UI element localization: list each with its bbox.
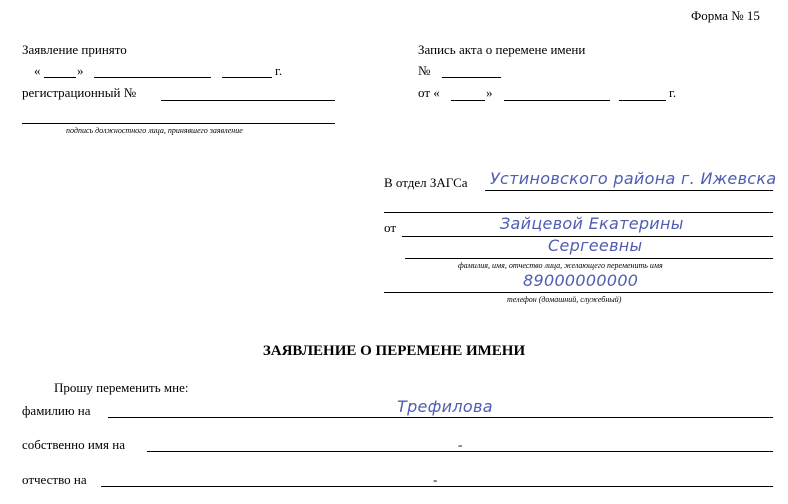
accepted-label: Заявление принято [22,42,127,57]
surname-value: Трефилова [397,397,493,416]
month-field[interactable] [94,77,211,78]
year-suffix: г. [275,63,283,78]
signature-field[interactable] [22,123,335,124]
applicant-blank-line[interactable] [384,212,773,213]
firstname-value: - [458,437,463,452]
surname-field[interactable] [108,417,773,418]
registry-office-field[interactable] [485,190,773,191]
surname-label: фамилию на [22,403,91,418]
patronymic-label: отчество на [22,472,87,487]
form-number: Форма № 15 [691,8,760,23]
record-quote-close: » [486,85,493,100]
request-label: Прошу переменить мне: [54,380,189,395]
applicant-name-line1: Зайцевой Екатерины [500,214,684,233]
signature-caption: подпись должностного лица, принявшего заявление [66,126,243,135]
day-field[interactable] [44,77,76,78]
record-number-label: № [418,63,431,78]
registry-office-label: В отдел ЗАГСа [384,175,468,190]
record-year-suffix: г. [669,85,677,100]
record-number-field[interactable] [442,77,501,78]
applicant-from-label: от [384,220,397,235]
quote-close: » [77,63,84,78]
record-month-field[interactable] [504,100,610,101]
applicant-name-caption: фамилия, имя, отчество лица, желающего переменить имя [458,261,663,270]
patronymic-value: - [433,472,438,487]
quote-open: « [34,63,41,78]
record-from-label: от « [418,85,440,100]
record-title: Запись акта о перемене имени [418,42,586,57]
record-year-field[interactable] [619,100,666,101]
phone-field[interactable] [384,292,773,293]
firstname-label: собственно имя на [22,437,125,452]
applicant-name-line2: Сергеевны [548,236,643,255]
document-title: ЗАЯВЛЕНИЕ О ПЕРЕМЕНЕ ИМЕНИ [262,343,526,359]
applicant-name-field-2[interactable] [405,258,773,259]
reg-number-field[interactable] [161,100,335,101]
record-day-field[interactable] [451,100,485,101]
phone-caption: телефон (домашний, служебный) [507,295,622,304]
reg-number-label: регистрационный № [22,85,137,100]
year-field[interactable] [222,77,272,78]
phone-value: 89000000000 [523,271,639,290]
registry-office-value: Устиновского района г. Ижевска [490,169,777,188]
